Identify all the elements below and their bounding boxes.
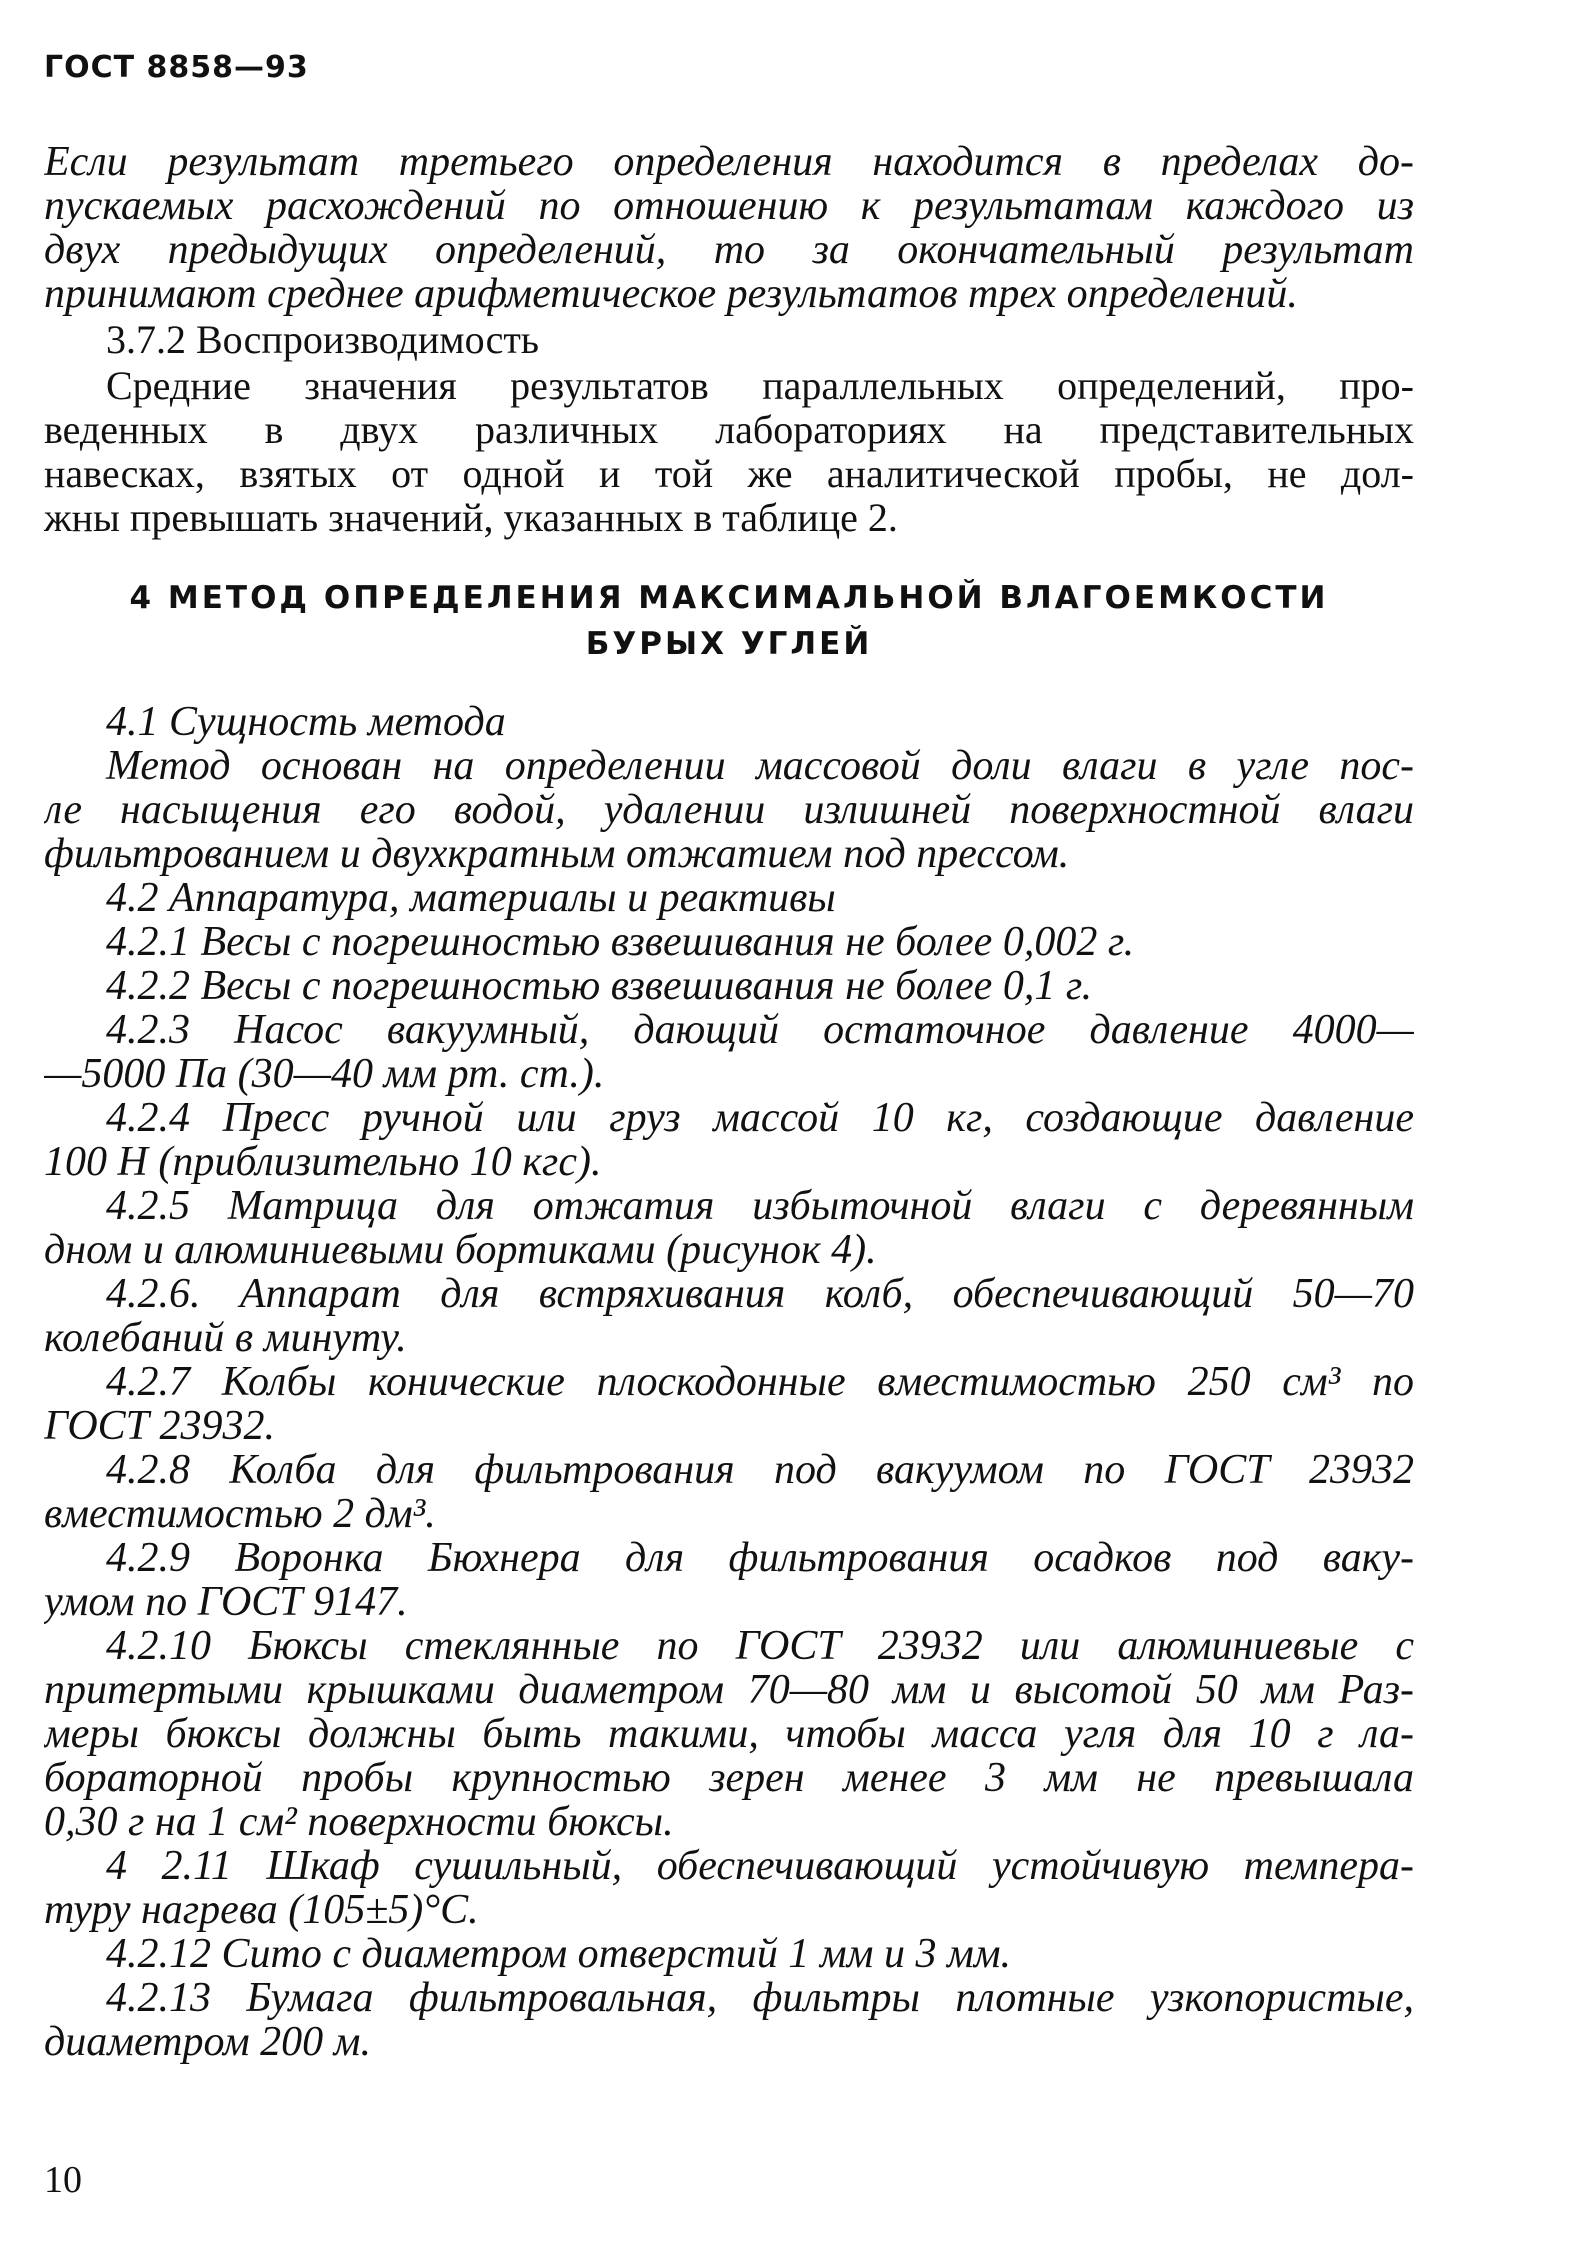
list-item: 4.2.5 Матрица для отжатия избыточной влаги с деревянным [106, 1184, 1414, 1228]
text-line: принимают среднее арифметическое результатов трех определений. [44, 272, 1298, 316]
subsection-title: 4.2 Аппаратура, материалы и реактивы [106, 876, 836, 920]
text-line: веденных в двух различных лабораториях на представительных [44, 408, 1414, 452]
list-item-continued: туру нагрева (105±5)°С. [44, 1888, 479, 1932]
text-line: навесках, взятых от одной и той же аналитической пробы, не дол- [44, 452, 1414, 496]
page-number: 10 [44, 2159, 82, 2201]
list-item-continued: диаметром 200 м. [44, 2020, 371, 2064]
list-item: 4.2.6. Аппарат для встряхивания колб, обеспечивающий 50—70 [106, 1272, 1414, 1316]
text-line: Если результат третьего определения находится в пределах до- [44, 140, 1414, 184]
list-item-continued: умом по ГОСТ 9147. [44, 1580, 408, 1624]
list-item-continued: колебаний в минуту. [44, 1316, 407, 1360]
list-item: 4.2.4 Пресс ручной или груз массой 10 кг, создающие давление [106, 1096, 1414, 1140]
list-item: 4.2.7 Колбы конические плоскодонные вместимостью 250 см³ по [106, 1360, 1414, 1404]
list-item-continued: дном и алюминиевыми бортиками (рисунок 4). [44, 1228, 877, 1272]
list-item: 4.2.13 Бумага фильтровальная, фильтры плотные узкопористые, [106, 1976, 1414, 2020]
section-subheading: 3.7.2 Воспроизводимость [106, 318, 540, 362]
section-heading-continued: БУРЫХ УГЛЕЙ [585, 626, 873, 662]
list-item-continued: вместимостью 2 дм³. [44, 1492, 436, 1536]
list-item-continued: 0,30 г на 1 см² поверхности бюксы. [44, 1800, 674, 1844]
list-item: 4.2.8 Колба для фильтрования под вакуумом по ГОСТ 23932 [106, 1448, 1414, 1492]
list-item-continued: притертыми крышками диаметром 70—80 мм и высотой 50 мм Раз- [44, 1668, 1414, 1712]
list-item-continued: 100 Н (приблизительно 10 кгс). [44, 1140, 602, 1184]
list-item: 4.2.10 Бюксы стеклянные по ГОСТ 23932 или алюминиевые с [106, 1624, 1414, 1668]
list-item-continued: —5000 Па (30—40 мм рт. ст.). [44, 1052, 605, 1096]
text-line: ле насыщения его водой, удалении излишней поверхностной влаги [44, 788, 1414, 832]
list-item: 4.2.2 Весы с погрешностью взвешивания не более 0,1 г. [106, 964, 1093, 1008]
list-item: 4 2.11 Шкаф сушильный, обеспечивающий устойчивую темпера- [106, 1844, 1414, 1888]
text-line: пускаемых расхождений по отношению к результатам каждого из [44, 184, 1414, 228]
list-item-continued: ГОСТ 23932. [44, 1404, 276, 1448]
text-line: двух предыдущих определений, то за окончательный результат [44, 228, 1414, 272]
document-header: ГОСТ 8858—93 [44, 50, 309, 85]
subsection-title: 4.1 Сущность метода [106, 700, 506, 744]
list-item: 4.2.12 Сито с диаметром отверстий 1 мм и 3 мм. [106, 1932, 1012, 1976]
text-line: Средние значения результатов параллельных определений, про- [106, 364, 1414, 408]
list-item-continued: меры бюксы должны быть такими, чтобы масса угля для 10 г ла- [44, 1712, 1414, 1756]
list-item-continued: бораторной пробы крупностью зерен менее 3 мм не превышала [44, 1756, 1414, 1800]
section-heading: 4 МЕТОД ОПРЕДЕЛЕНИЯ МАКСИМАЛЬНОЙ ВЛАГОЕМКОСТИ [129, 580, 1329, 616]
list-item: 4.2.3 Насос вакуумный, дающий остаточное давление 4000— [106, 1008, 1414, 1052]
list-item: 4.2.1 Весы с погрешностью взвешивания не более 0,002 г. [106, 920, 1135, 964]
text-line: Метод основан на определении массовой доли влаги в угле пос- [106, 744, 1414, 788]
text-line: жны превышать значений, указанных в таблице 2. [44, 496, 898, 540]
text-line: фильтрованием и двухкратным отжатием под прессом. [44, 832, 1070, 876]
list-item: 4.2.9 Воронка Бюхнера для фильтрования осадков под ваку- [106, 1536, 1414, 1580]
